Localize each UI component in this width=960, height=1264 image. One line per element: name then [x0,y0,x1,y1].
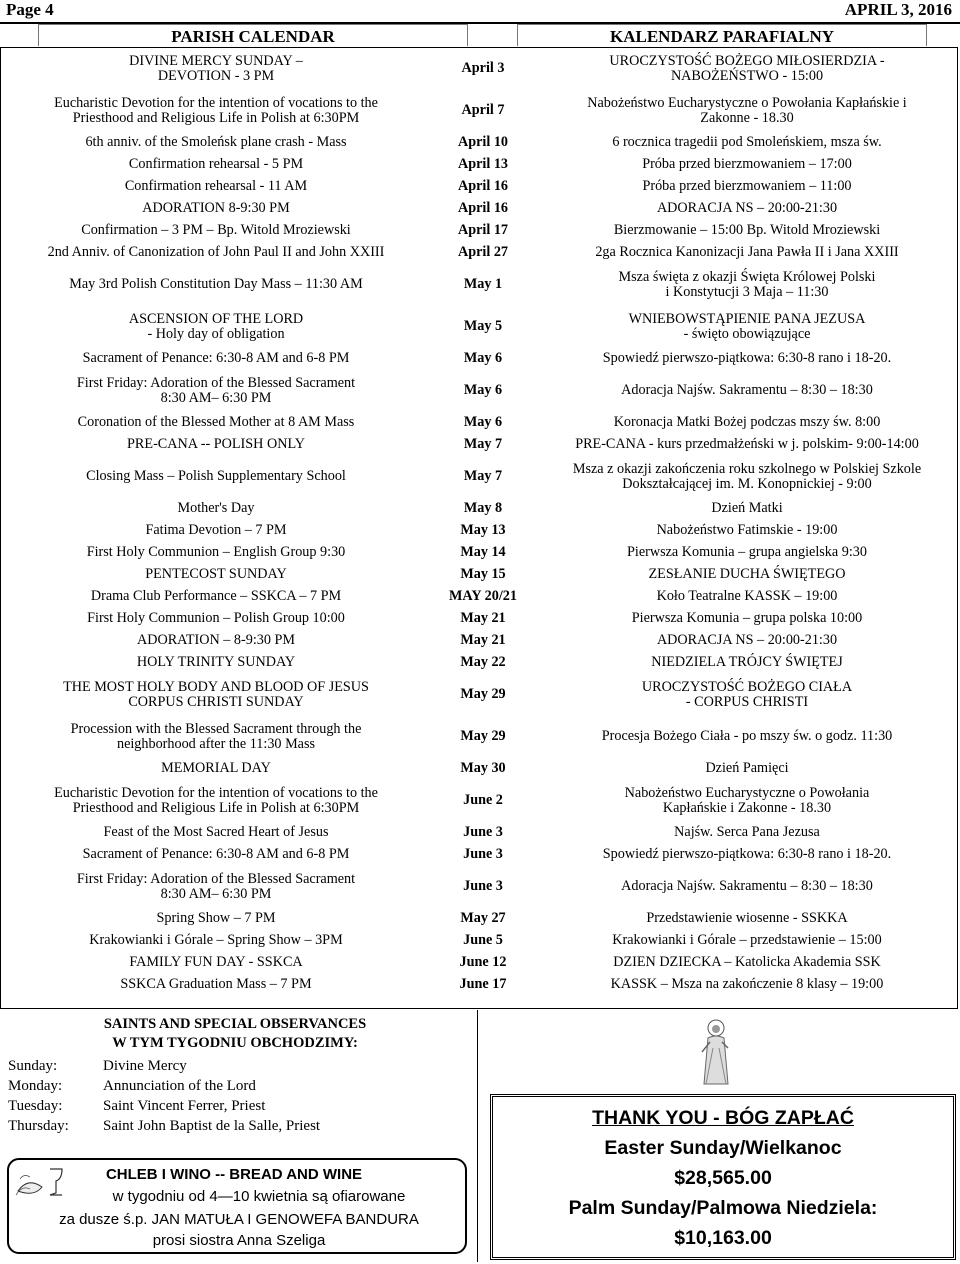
event-polish [535,370,959,412]
calendar-row [1,866,959,908]
page-date: APRIL 3, 2016 [844,0,952,19]
event-english [1,630,431,652]
bread-wine-week: w tygodniu od 4—10 kwietnia są ofiarowane [112,1188,406,1205]
event-polish-line: Msza z okazji zakończenia roku szkolnego w Polskiej Szkole [572,460,922,477]
event-polish-line: Procesja Bożego Ciała - po mszy św. o godz. 11:30 [601,728,893,745]
event-date: May 15 [460,566,506,583]
calendar-row [1,952,959,974]
saints-title-english: SAINTS AND SPECIAL OBSERVANCES [103,1016,367,1032]
event-english-line: SSKCA Graduation Mass – 7 PM [120,976,312,993]
event-english-line: Procession with the Blessed Sacrament through the [70,720,362,737]
event-polish-line: - CORPUS CHRISTI [685,694,809,710]
event-polish-line: Spowiedź pierwszo-piątkowa: 6:30-8 rano i 18-20. [602,846,892,863]
event-date: May 30 [460,760,506,777]
event-english [1,412,431,434]
event-date: April 27 [457,244,509,261]
calendar-row [1,90,959,132]
event-polish [535,758,959,780]
event-date: June 17 [459,976,507,993]
saints-title-polish: W TYM TYGODNIU OBCHODZIMY: [112,1035,358,1051]
event-english [1,154,431,176]
event-date: June 5 [463,932,503,949]
calendar-row [1,780,959,822]
event-english [1,48,431,90]
calendar-row [1,608,959,630]
calendar-row [1,564,959,586]
event-polish [535,822,959,844]
event-english-line: ADORATION 8-9:30 PM [142,200,290,217]
event-date: April 10 [457,134,509,151]
event-english [1,674,431,716]
event-english-line: 8:30 AM– 6:30 PM [160,390,272,406]
parish-calendar-table [1,48,959,996]
event-english-line: 8:30 AM– 6:30 PM [160,886,272,902]
event-english [1,176,431,198]
thank-you-box [490,1094,956,1260]
event-english-line: Confirmation – 3 PM – Bp. Witold Mroziewski [81,222,351,239]
event-english [1,264,431,306]
calendar-row [1,176,959,198]
event-polish [535,498,959,520]
event-polish-line: Przedstawienie wiosenne - SSKKA [646,910,848,927]
event-english-line: Drama Club Performance – SSKCA – 7 PM [90,588,342,605]
event-english-line: May 3rd Polish Constitution Day Mass – 11:30 AM [69,276,363,293]
saint-row [8,1078,468,1098]
event-date: May 7 [463,468,503,485]
event-polish [535,952,959,974]
event-polish-line: Adoracja Najśw. Sakramentu – 8:30 – 18:30 [621,382,873,399]
event-polish-line: PRE-CANA - kurs przedmałżeński w j. polskim- 9:00-14:00 [575,436,919,453]
event-polish-line: NABOŻEŃSTWO - 15:00 [670,68,824,84]
calendar-row [1,844,959,866]
event-english-line: PRE-CANA -- POLISH ONLY [127,436,305,453]
event-polish [535,930,959,952]
bread-wine-requester: prosi siostra Anna Szeliga [152,1232,326,1249]
event-date: May 6 [463,382,503,399]
event-english-line: PENTECOST SUNDAY [145,566,287,583]
event-date: May 1 [463,276,503,293]
event-english [1,90,431,132]
event-english-line: FAMILY FUN DAY - SSKCA [129,954,303,971]
event-english-line: DEVOTION - 3 PM [157,68,275,84]
event-polish [535,348,959,370]
event-english-line: Spring Show – 7 PM [156,910,276,927]
event-date: May 29 [460,728,506,745]
event-polish [535,974,959,996]
event-polish-line: Pierwsza Komunia – grupa polska 10:00 [631,610,863,627]
easter-amount: $28,565.00 [674,1167,772,1189]
saint-day: Thursday: [8,1118,69,1134]
event-english [1,348,431,370]
palm-label: Palm Sunday/Palmowa Niedziela: [568,1197,878,1219]
saint-name: Saint John Baptist de la Salle, Priest [103,1118,321,1134]
event-english-line: Priesthood and Religious Life in Polish at 6:30PM [72,110,360,126]
event-date: May 6 [463,414,503,431]
divine-mercy-icon [696,1018,736,1090]
event-polish [535,520,959,542]
event-english-line: ADORATION – 8-9:30 PM [136,632,296,649]
event-polish [535,630,959,652]
event-polish [535,48,959,90]
event-polish-line: Pierwsza Komunia – grupa angielska 9:30 [627,544,867,561]
event-english [1,952,431,974]
bread-wine-title: CHLEB I WINO -- BREAD AND WINE [105,1166,363,1183]
event-polish [535,586,959,608]
calendar-row [1,306,959,348]
calendar-row [1,264,959,306]
event-date: May 21 [460,632,506,649]
event-polish [535,456,959,498]
event-polish-line: 2ga Rocznica Kanonizacji Jana Pawła II i Jana XXIII [595,244,899,261]
calendar-row [1,198,959,220]
event-english-line: - Holy day of obligation [147,326,285,342]
event-date: June 3 [463,824,503,841]
event-polish-line: Adoracja Najśw. Sakramentu – 8:30 – 18:30 [621,878,873,895]
event-date: May 8 [463,500,503,517]
calendar-row [1,242,959,264]
event-english [1,220,431,242]
event-polish-line: Dzień Matki [711,500,783,517]
event-polish [535,176,959,198]
event-english [1,974,431,996]
event-polish [535,306,959,348]
event-polish [535,264,959,306]
event-english [1,498,431,520]
event-polish-line: UROCZYSTOŚĆ BOŻEGO MIŁOSIERDZIA - [609,52,885,69]
event-english [1,586,431,608]
calendar-row [1,758,959,780]
saint-name: Saint Vincent Ferrer, Priest [103,1098,266,1114]
event-english-line: ASCENSION OF THE LORD [128,310,304,327]
event-english [1,520,431,542]
event-english [1,652,431,674]
event-polish [535,608,959,630]
saint-day: Sunday: [8,1058,58,1074]
event-polish [535,908,959,930]
event-polish [535,844,959,866]
column-divider [477,1010,478,1262]
calendar-row [1,48,959,90]
calendar-row [1,434,959,456]
event-english [1,716,431,758]
calendar-row [1,930,959,952]
event-polish-line: Msza święta z okazji Święta Królowej Polski [618,268,876,285]
event-english [1,242,431,264]
event-polish-line: Zakonne - 18.30 [700,110,794,126]
event-date: April 3 [461,60,505,77]
event-english-line: Krakowianki i Górale – Spring Show – 3PM [89,932,343,949]
calendar-row [1,586,959,608]
event-date: May 22 [460,654,506,671]
event-polish [535,132,959,154]
event-polish-line: Nabożeństwo Eucharystyczne o Powołania [624,784,870,801]
event-english-line: THE MOST HOLY BODY AND BLOOD OF JESUS [63,678,369,695]
event-polish-line: DZIEN DZIECKA – Katolicka Akademia SSK [613,954,881,971]
event-polish-line: - święto obowiązujące [683,326,811,342]
event-polish-line: ZESŁANIE DUCHA ŚWIĘTEGO [648,566,846,583]
event-polish [535,542,959,564]
event-date: June 12 [459,954,507,971]
calendar-row [1,652,959,674]
event-date: June 3 [463,878,503,895]
event-polish-line: Dzień Pamięci [705,760,789,777]
event-english [1,780,431,822]
event-date: April 16 [457,200,509,217]
page-header [0,0,960,24]
calendar-row [1,220,959,242]
event-english-line: First Holy Communion – English Group 9:30 [86,544,346,561]
event-polish [535,780,959,822]
event-polish [535,412,959,434]
event-english-line: Sacrament of Penance: 6:30-8 AM and 6-8 PM [82,350,350,367]
event-polish-line: Dokształcającej im. M. Konopnickiej - 9:00 [622,476,872,492]
calendar-row [1,154,959,176]
event-english-line: Coronation of the Blessed Mother at 8 AM Mass [77,414,355,431]
event-english-line: Closing Mass – Polish Supplementary School [86,468,346,485]
event-polish-line: NIEDZIELA TRÓJCY ŚWIĘTEJ [651,654,843,671]
calendar-row [1,974,959,996]
event-english [1,908,431,930]
event-date: May 5 [463,318,503,335]
calendar-row [1,132,959,154]
calendar-row [1,498,959,520]
event-polish [535,652,959,674]
event-date: MAY 20/21 [449,588,517,605]
event-polish-line: ADORACJA NS – 20:00-21:30 [656,632,838,649]
event-date: May 27 [460,910,506,927]
event-english-line: 2nd Anniv. of Canonization of John Paul II and John XXIII [47,244,385,261]
event-english-line: First Friday: Adoration of the Blessed Sacrament [76,374,356,391]
calendar-row [1,822,959,844]
saint-day: Tuesday: [8,1098,63,1114]
event-english-line: Feast of the Most Sacred Heart of Jesus [103,824,329,841]
event-english-line: 6th anniv. of the Smoleńsk plane crash - Mass [85,134,347,151]
event-polish [535,434,959,456]
event-date: June 2 [463,792,503,809]
event-english-line: Eucharistic Devotion for the intention of vocations to the [54,94,378,111]
event-english [1,456,431,498]
event-polish-line: 6 rocznica tragedii pod Smoleńskiem, msza św. [612,134,882,151]
event-english-line: Priesthood and Religious Life in Polish at 6:30PM [72,800,360,816]
calendar-row [1,370,959,412]
event-english [1,198,431,220]
event-english [1,370,431,412]
event-polish-line: Najśw. Serca Pana Jezusa [674,824,820,841]
event-date: April 17 [457,222,509,239]
event-english [1,542,431,564]
event-polish [535,866,959,908]
event-english [1,608,431,630]
saint-name: Divine Mercy [103,1058,187,1074]
event-english-line: Mother's Day [177,500,255,517]
calendar-row [1,674,959,716]
event-polish-line: UROCZYSTOŚĆ BOŻEGO CIAŁA [641,678,853,695]
page-number: Page 4 [6,0,54,19]
event-english [1,434,431,456]
event-polish [535,154,959,176]
palm-amount: $10,163.00 [674,1227,772,1249]
event-english-line: First Friday: Adoration of the Blessed Sacrament [76,870,356,887]
event-english-line: Sacrament of Penance: 6:30-8 AM and 6-8 PM [82,846,350,863]
event-english [1,306,431,348]
calendar-header-polish: KALENDARZ PARAFIALNY [517,24,927,46]
event-date: April 16 [457,178,509,195]
event-english [1,844,431,866]
event-english-line: MEMORIAL DAY [161,760,271,777]
event-polish-line: KASSK – Msza na zakończenie 8 klasy – 19:00 [610,976,884,993]
calendar-header-english: PARISH CALENDAR [38,24,468,46]
event-english-line: CORPUS CHRISTI SUNDAY [128,694,304,710]
calendar-row [1,542,959,564]
event-english-line: Confirmation rehearsal - 11 AM [124,178,308,195]
calendar-row [1,630,959,652]
saint-row [8,1118,468,1138]
event-date: May 29 [460,686,506,703]
calendar-row [1,520,959,542]
event-date: May 21 [460,610,506,627]
calendar-row [1,348,959,370]
event-date: May 7 [463,436,503,453]
event-english [1,564,431,586]
event-english-line: HOLY TRINITY SUNDAY [136,654,296,671]
event-date: April 7 [461,102,505,119]
event-polish-line: Krakowianki i Górale – przedstawienie – 15:00 [612,932,882,949]
saints-section [0,1013,470,1143]
event-polish-line: ADORACJA NS – 20:00-21:30 [656,200,838,217]
calendar-row [1,716,959,758]
event-polish-line: Nabożeństwo Fatimskie - 19:00 [656,522,838,539]
saint-name: Annunciation of the Lord [103,1078,256,1094]
event-date: June 3 [463,846,503,863]
event-english [1,822,431,844]
event-polish [535,90,959,132]
saint-day: Monday: [8,1078,63,1094]
calendar-row [1,456,959,498]
event-english-line: Confirmation rehearsal - 5 PM [128,156,304,173]
event-polish-line: Bierzmowanie – 15:00 Bp. Witold Mroziewski [613,222,881,239]
event-english [1,758,431,780]
event-polish-line: Spowiedź pierwszo-piątkowa: 6:30-8 rano i 18-20. [602,350,892,367]
event-date: May 14 [460,544,506,561]
calendar-row [1,412,959,434]
event-polish-line: Próba przed bierzmowaniem – 11:00 [642,178,852,195]
event-english-line: Fatima Devotion – 7 PM [145,522,287,539]
event-polish [535,198,959,220]
event-polish-line: i Konstytucji 3 Maja – 11:30 [665,284,829,300]
event-polish [535,564,959,586]
event-polish-line: Próba przed bierzmowaniem – 17:00 [642,156,852,173]
event-polish-line: Koronacja Matki Bożej podczas mszy św. 8:00 [613,414,881,431]
event-polish [535,716,959,758]
saint-row [8,1098,468,1118]
event-english-line: Eucharistic Devotion for the intention of vocations to the [54,784,378,801]
event-english [1,132,431,154]
event-english-line: First Holy Communion – Polish Group 10:00 [87,610,345,627]
event-polish-line: Nabożeństwo Eucharystyczne o Powołania Kapłańskie i [587,94,907,111]
event-polish-line: Koło Teatralne KASSK – 19:00 [656,588,838,605]
easter-label: Easter Sunday/Wielkanoc [604,1137,842,1159]
event-date: May 6 [463,350,503,367]
event-polish [535,674,959,716]
event-english-line: neighborhood after the 11:30 Mass [116,736,316,752]
event-polish-line: Kapłańskie i Zakonne - 18.30 [662,800,832,816]
event-polish [535,220,959,242]
event-english [1,930,431,952]
bread-wine-intention: za dusze ś.p. JAN MATUŁA I GENOWEFA BANDURA [59,1211,419,1228]
event-english-line: DIVINE MERCY SUNDAY – [129,52,303,69]
calendar-row [1,908,959,930]
event-date: April 13 [457,156,509,173]
event-polish-line: WNIEBOWSTĄPIENIE PANA JEZUSA [628,310,866,327]
event-polish [535,242,959,264]
event-english [1,866,431,908]
bread-and-wine-box [7,1158,467,1254]
event-date: May 13 [460,522,506,539]
thank-you-title: THANK YOU - BÓG ZAPŁAĆ [592,1107,854,1129]
saint-row [8,1058,468,1078]
